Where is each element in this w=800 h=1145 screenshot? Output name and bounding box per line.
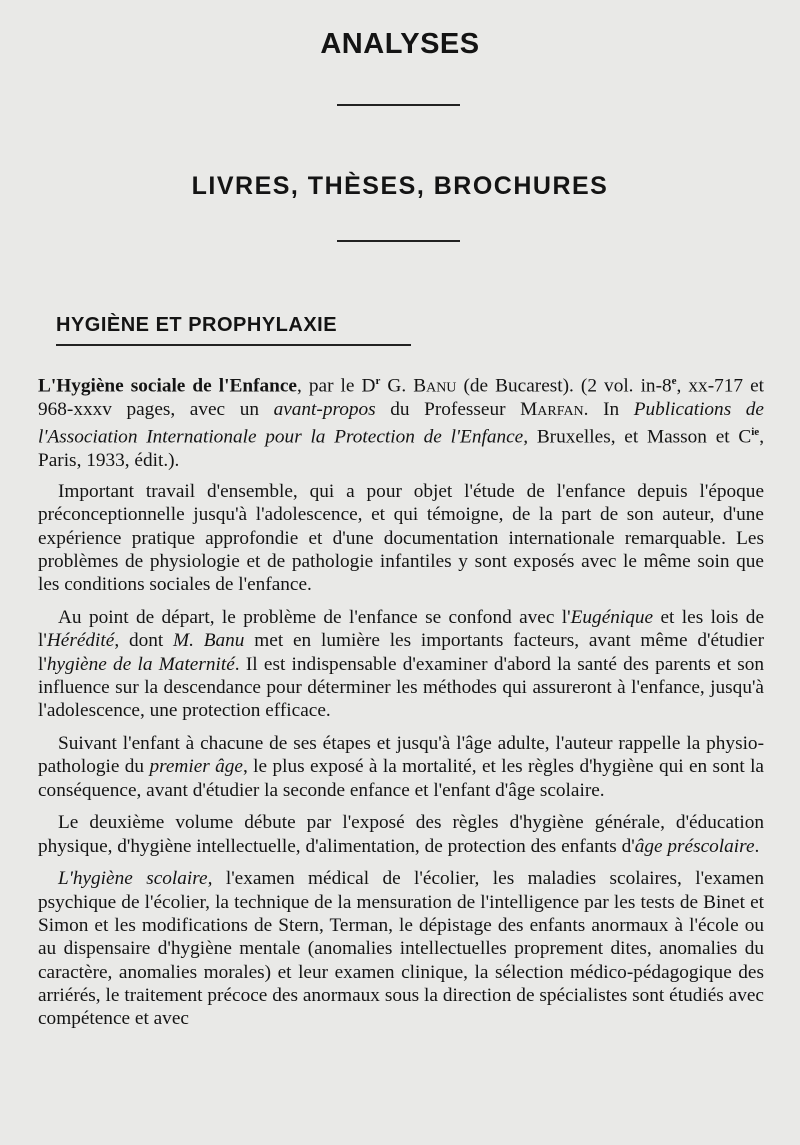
p2-text-c: , dont bbox=[114, 630, 174, 652]
subtitle-rule bbox=[337, 240, 460, 242]
p2-text-e: . Il est indispensable d'examiner d'abord la santé des parents et son influence sur la descendance pour déterminer les méthodes qui assureront à l'enfance, jusqu'à l'adolescence, une protection efficace. bbox=[38, 653, 764, 722]
citation-cie-sup: ie bbox=[751, 426, 760, 439]
p5-hygiene-scolaire: L'hygiène scolaire, bbox=[58, 868, 213, 890]
p2-text-b: et les lois de l' bbox=[38, 606, 765, 652]
section-rule bbox=[56, 344, 411, 346]
book-citation bbox=[38, 370, 764, 472]
citation-prof-name: Marfan bbox=[520, 398, 584, 420]
p2-eugenique: Eugénique bbox=[570, 606, 654, 628]
citation-du-prof: du Professeur bbox=[375, 398, 521, 420]
citation-initial: G. bbox=[380, 375, 414, 397]
citation-by: , par le D bbox=[296, 375, 376, 397]
citation-author: Banu bbox=[413, 375, 457, 397]
citation-publisher: Bruxelles, et Masson et C bbox=[528, 426, 752, 448]
citation-deg-sup: e bbox=[671, 375, 677, 387]
p3-premier-age: premier âge bbox=[149, 756, 243, 778]
citation-avant-propos: avant-propos bbox=[273, 398, 376, 420]
citation-in: . In bbox=[583, 398, 634, 420]
paragraph-4 bbox=[38, 811, 764, 858]
citation-tail: , Paris, 1933, édit.). bbox=[38, 426, 765, 471]
paragraph-5 bbox=[38, 867, 764, 1030]
p2-m-banu: M. Banu bbox=[173, 630, 245, 652]
citation-pages: , xx-717 et 968-xxxv pages, avec un bbox=[38, 375, 765, 420]
p2-text-d: met en lumière les importants facteurs, avant même d'étudier l' bbox=[38, 630, 765, 675]
citation-dr-sup: r bbox=[375, 375, 381, 387]
book-title: L'Hygiène sociale de l'Enfance bbox=[38, 375, 297, 397]
p3-text-a: Suivant l'enfant à chacune de ses étapes et jusqu'à l'âge adulte, l'auteur rappelle la physio-pathologie du bbox=[38, 732, 764, 778]
title-rule bbox=[337, 104, 460, 106]
page-title: ANALYSES bbox=[320, 28, 480, 60]
citation-place: (de Bucarest). (2 vol. in-8 bbox=[456, 375, 672, 397]
paragraph-3 bbox=[38, 732, 764, 802]
section-heading: HYGIÈNE ET PROPHYLAXIE bbox=[56, 314, 338, 336]
paragraph-1: Important travail d'ensemble, qui a pour objet l'étude de l'enfance depuis l'époque préconceptionnelle jusqu'à l'adolescence, et qui témoigne, de la part de son auteur, d'une expérience pratique approfondie et d'une documentation internationale remarquable. Les problèmes de physiologie et de pathologie infantiles y sont exposés avec le même soin que les conditions sociales de l'enfance. bbox=[38, 481, 764, 596]
citation-publication: Publications de l'Association Internationale pour la Protection de l'Enfance, bbox=[38, 398, 764, 448]
p2-text-a: Au point de départ, le problème de l'enfance se confond avec l' bbox=[58, 606, 571, 628]
p2-hygiene-maternite: hygiène de la Maternité bbox=[46, 653, 235, 675]
paragraph-2 bbox=[38, 606, 764, 722]
p2-heredite: Hérédité bbox=[46, 630, 115, 652]
p3-text-b: , le plus exposé à la mortalité, et les règles d'hygiène qui en sont la conséquence, avant d'étudier la seconde enfance et l'enfant d'âge scolaire. bbox=[38, 756, 764, 801]
p4-text-a: Le deuxième volume débute par l'exposé des règles d'hygiène générale, d'éducation physique, d'hygiène intellectuelle, d'alimentation, de protection des enfants d' bbox=[38, 812, 764, 857]
page-subtitle: LIVRES, THÈSES, BROCHURES bbox=[191, 172, 609, 200]
p5-text-a: l'examen médical de l'écolier, les maladies scolaires, l'examen psychique de l'écolier, la technique de la mensuration de l'intelligence par les tests de Binet et Simon et les modifications de Stern, Terman, le dépistage des enfants anormaux à l'école ou au dispensaire d'hygiène mentale (anomalies intellectuelles proprement dites, anomalies du caractère, anomalies morales) et leur examen clinique, la sélection médico-pédagogique des arriérés, le traitement précoce des anormaux sous la direction de spécialistes sont étudiés avec compétence et avec bbox=[38, 868, 764, 1030]
p4-text-b: . bbox=[754, 835, 760, 857]
review-body bbox=[38, 480, 764, 1040]
p4-age-prescolaire: âge préscolaire bbox=[634, 835, 755, 857]
